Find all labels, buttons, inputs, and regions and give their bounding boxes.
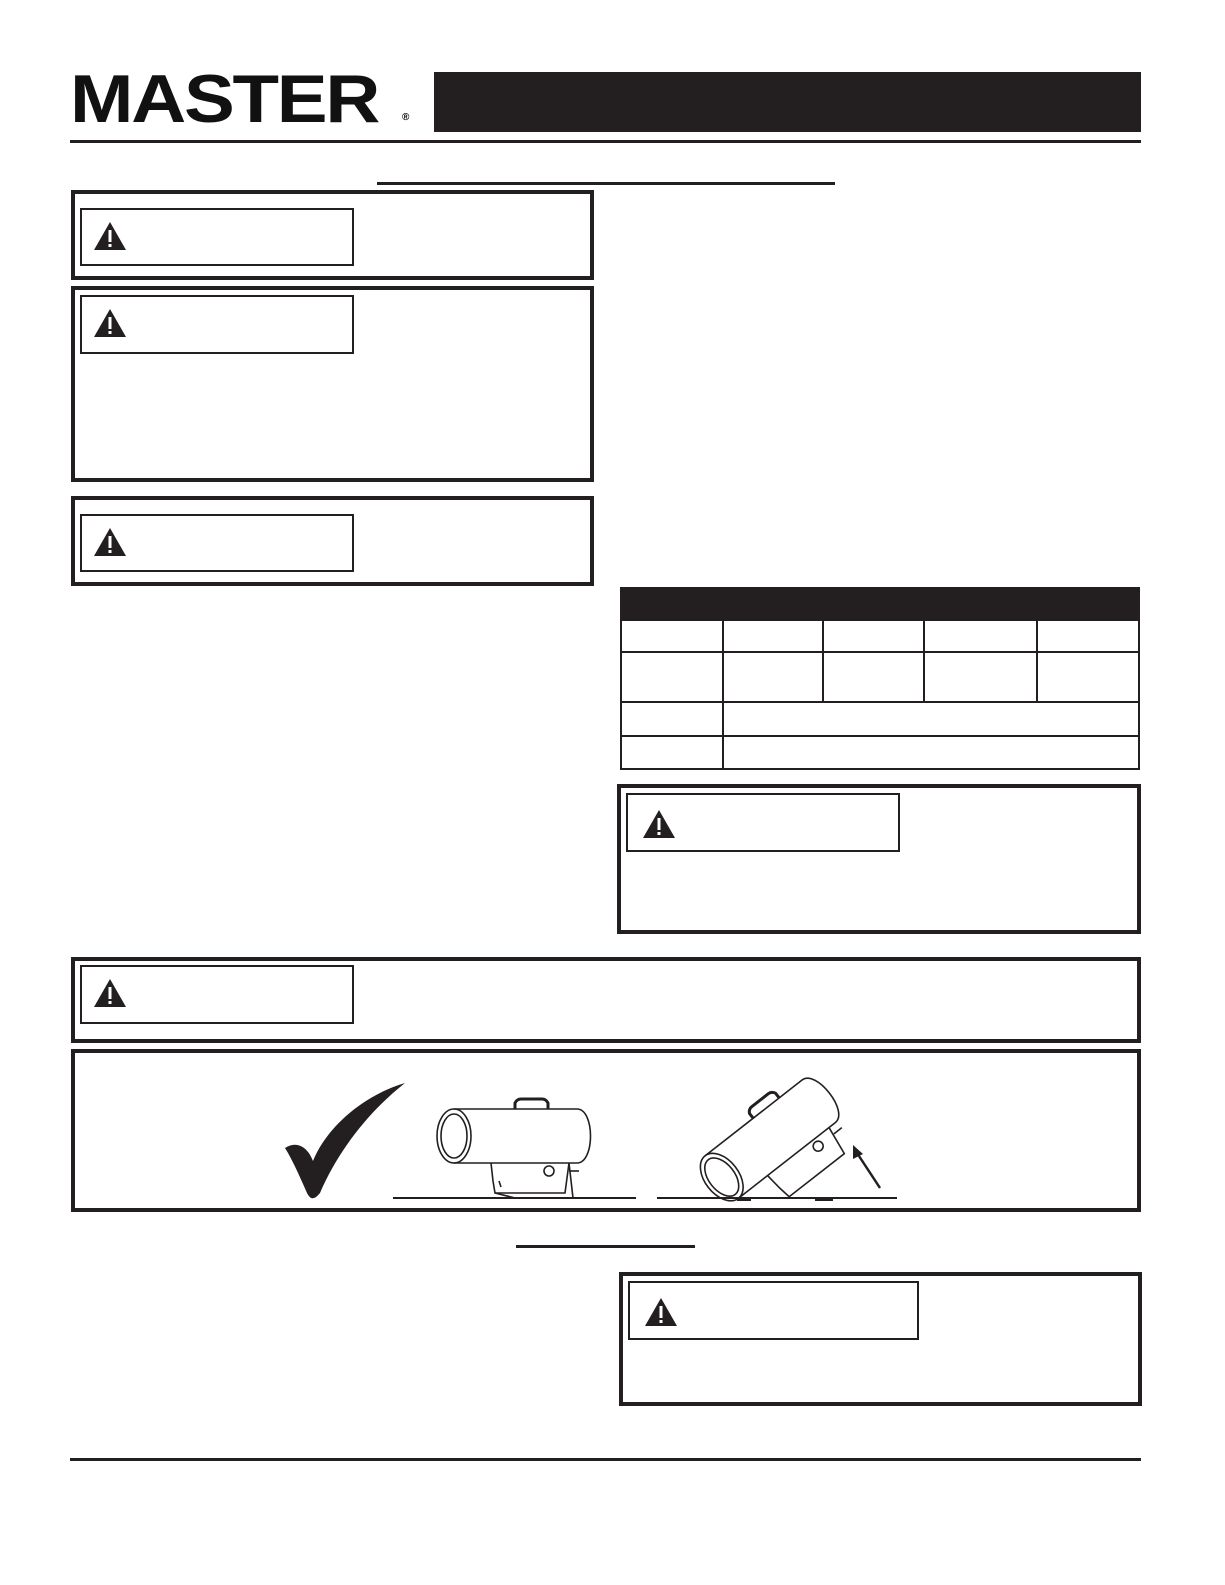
- master-logo: [70, 61, 410, 137]
- warning-triangle-icon: [93, 308, 127, 338]
- table-row: [621, 736, 1139, 769]
- section-heading-underline-2: [516, 1245, 695, 1248]
- footer-rule: [70, 1458, 1141, 1461]
- warning-triangle-icon: [93, 221, 127, 251]
- warning-triangle-icon: [93, 527, 127, 557]
- warning-box-1: [71, 190, 594, 280]
- header-title-bar: [434, 72, 1141, 132]
- warning-label-4: [626, 793, 900, 852]
- warning-label-2: [80, 295, 354, 354]
- checkmark-icon: [285, 1083, 405, 1198]
- upright-heater-icon: [437, 1099, 591, 1198]
- illustration-box: [71, 1049, 1141, 1212]
- warning-box-5: [71, 957, 1141, 1043]
- warning-triangle-icon: [642, 809, 676, 839]
- tilted-heater-icon: [686, 1064, 865, 1208]
- warning-box-4: [617, 784, 1141, 934]
- arrow-icon: [853, 1145, 880, 1188]
- header-rule: [70, 140, 1141, 143]
- warning-triangle-icon: [644, 1297, 678, 1327]
- section-heading-underline: [377, 182, 835, 185]
- warning-label-1: [80, 208, 354, 266]
- logo-text: MASTER: [70, 61, 379, 137]
- warning-label-5: [80, 965, 354, 1024]
- specifications-table: [620, 587, 1140, 770]
- warning-label-6: [628, 1281, 919, 1340]
- warning-box-3: [71, 496, 594, 586]
- warning-box-6: [619, 1272, 1142, 1406]
- logo-registered-mark: ®: [402, 112, 410, 123]
- warning-label-3: [80, 514, 354, 572]
- warning-triangle-icon: [93, 978, 127, 1008]
- table-header-row: [621, 588, 1139, 620]
- table-row: [621, 620, 1139, 652]
- table-row: [621, 702, 1139, 736]
- warning-box-2: [71, 286, 594, 482]
- table-row: [621, 652, 1139, 702]
